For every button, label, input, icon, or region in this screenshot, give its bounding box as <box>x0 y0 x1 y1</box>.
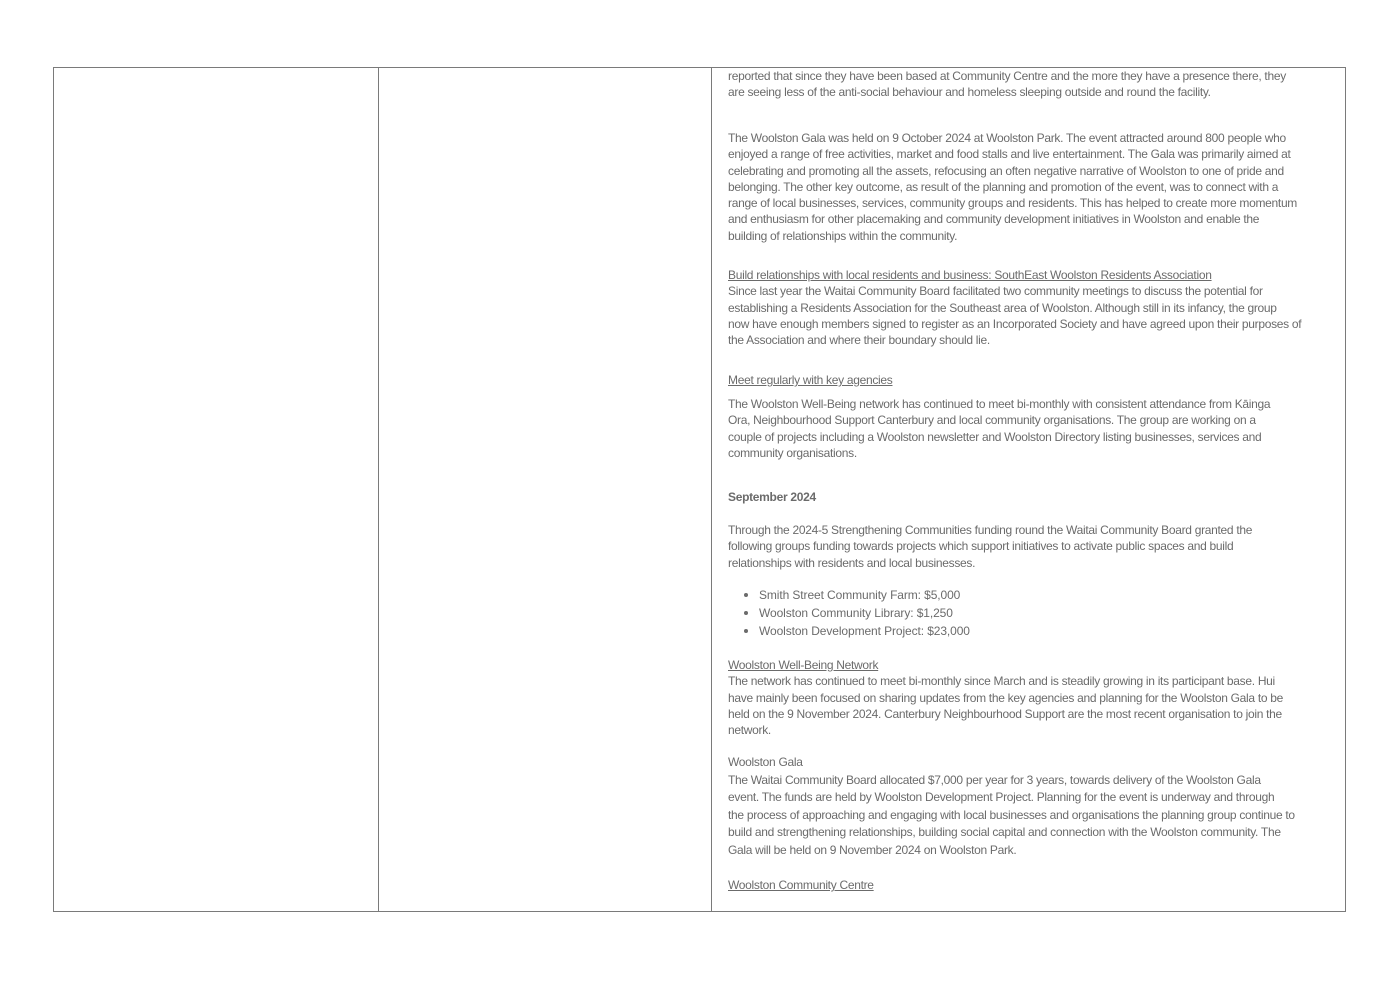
text-line: community organisations. <box>728 445 857 460</box>
text-line: build and strengthening relationships, building social capital and connection with the Woolston community. The <box>728 825 1281 839</box>
section-well-being-network <box>728 657 1283 738</box>
text-line: following groups funding towards projects which support initiatives to activate public spaces and build <box>728 539 1234 554</box>
text-line: couple of projects including a Woolston newsletter and Woolston Directory listing businesses, services and <box>728 429 1262 444</box>
text-line: The Woolston Gala was held on 9 October 2024 at Woolston Park. The event attracted around 800 people who <box>728 131 1286 145</box>
text-line: The Woolston Well-Being network has continued to meet bi-monthly with consistent attendance from Kāinga <box>728 397 1271 411</box>
paragraph-well-being-network <box>728 396 1270 461</box>
text-line: Since last year the Waitai Community Board facilitated two community meetings to discuss the potential for <box>728 284 1263 299</box>
section-woolston-gala <box>728 754 1295 859</box>
text-line: held on the 9 November 2024. Canterbury Neighbourhood Support are the most recent organisation to join the <box>728 706 1282 721</box>
text-line: network. <box>728 723 771 738</box>
text-line: the Association and where their boundary should lie. <box>728 333 990 348</box>
text-line: are seeing less of the anti-social behaviour and homeless sleeping outside and round the facility. <box>728 85 1211 100</box>
heading-community-centre-text: Woolston Community Centre <box>728 878 874 892</box>
text-line: The Waitai Community Board allocated $7,000 per year for 3 years, towards delivery of the Woolston Gala <box>728 772 1261 787</box>
section-residents-association <box>728 267 1301 348</box>
month-heading <box>728 489 816 505</box>
text-line: celebrating and promoting all the assets, refocusing an often negative narrative of Woolston to one of pride and <box>728 163 1284 178</box>
heading-meet-agencies-text: Meet regularly with key agencies <box>728 373 893 387</box>
bullet-icon <box>744 629 748 633</box>
text-line: relationships with residents and local businesses. <box>728 555 976 570</box>
list-item-text: Smith Street Community Farm: $5,000 <box>759 588 961 602</box>
list-item <box>744 623 970 639</box>
month-heading-text: September 2024 <box>728 490 816 504</box>
list-item-text: Woolston Development Project: $23,000 <box>759 624 970 638</box>
list-item <box>744 605 953 621</box>
column-divider-2 <box>711 68 712 911</box>
text-line: belonging. The other key outcome, as result of the planning and promotion of the event, was to connect with a <box>728 179 1279 194</box>
paragraph-woolston-gala-result <box>728 130 1297 244</box>
text-line: reported that since they have been based at Community Centre and the more they have a presence there, they <box>728 69 1286 83</box>
heading-community-centre <box>728 877 874 893</box>
list-item-text: Woolston Community Library: $1,250 <box>759 606 953 620</box>
heading-well-being-network: Woolston Well-Being Network <box>728 658 879 672</box>
paragraph-gala-funding <box>728 772 1295 860</box>
heading-build-relationships: Build relationships with local residents and business: SouthEast Woolston Residents Association <box>728 268 1212 282</box>
heading-woolston-gala: Woolston Gala <box>728 755 803 769</box>
text-line: now have enough members signed to register as an Incorporated Society and have agreed upon their purposes of <box>728 316 1302 331</box>
bullet-icon <box>744 611 748 615</box>
heading-meet-agencies <box>728 372 892 388</box>
text-line: building of relationships within the community. <box>728 228 958 243</box>
paragraph-funding-round <box>728 522 1252 571</box>
list-item <box>744 587 960 603</box>
text-line: range of local businesses, services, community groups and residents. This has helped to create more momentum <box>728 196 1298 211</box>
text-line: and enthusiasm for other placemaking and community development initiatives in Woolston and enable the <box>728 212 1260 227</box>
paragraph-residents-association <box>728 283 1301 348</box>
text-line: establishing a Residents Association for the Southeast area of Woolston. Although still in its infancy, the group <box>728 300 1277 315</box>
text-line: Through the 2024-5 Strengthening Communities funding round the Waitai Community Board granted the <box>728 523 1253 537</box>
paragraph-community-centre-report <box>728 68 1286 101</box>
text-line: event. The funds are held by Woolston Development Project. Planning for the event is underway and through <box>728 790 1275 804</box>
text-line: the process of approaching and engaging with local businesses and organisations the planning group continue to <box>728 807 1295 822</box>
text-line: The network has continued to meet bi-monthly since March and is steadily growing in its participant base. Hui <box>728 674 1275 689</box>
bullet-icon <box>744 593 748 597</box>
text-line: Ora, Neighbourhood Support Canterbury and local community organisations. The group are working on a <box>728 413 1256 428</box>
text-line: Gala will be held on 9 November 2024 on Woolston Park. <box>728 842 1017 857</box>
column-divider-1 <box>378 68 379 911</box>
text-line: have mainly been focused on sharing updates from the key agencies and planning for the Woolston Gala to be <box>728 690 1284 705</box>
paragraph-network-update <box>728 673 1283 738</box>
text-line: enjoyed a range of free activities, market and food stalls and live entertainment. The Gala was primarily aimed at <box>728 147 1291 162</box>
